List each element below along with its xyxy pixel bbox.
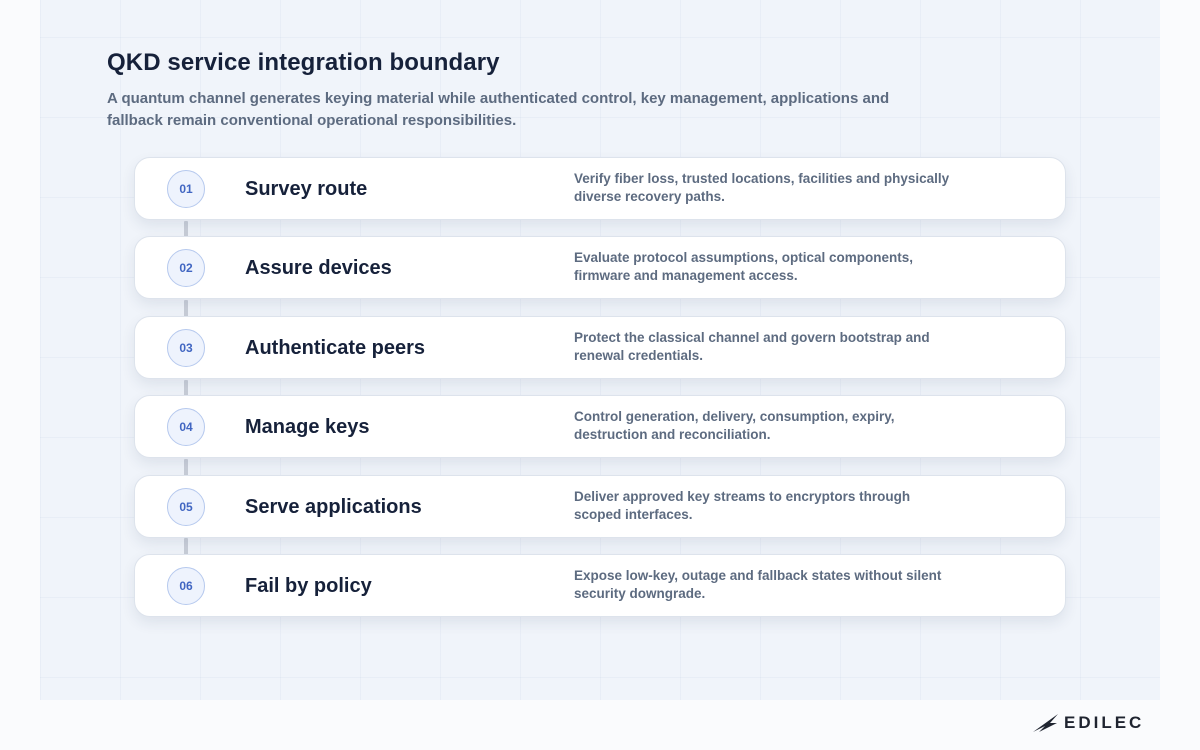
- step-description: Expose low-key, outage and fallback states without silent security downgrade.: [574, 567, 942, 601]
- step-description: Deliver approved key streams to encryptors through scoped interfaces.: [574, 488, 911, 522]
- step-title: Survey route: [245, 178, 368, 200]
- step-number-badge: 06: [167, 567, 205, 605]
- page-title: QKD service integration boundary: [107, 49, 500, 76]
- step-title: Fail by policy: [245, 574, 372, 597]
- edilec-logo-icon: [1032, 712, 1060, 734]
- step-description: Protect the classical channel and govern bootstrap and renewal credentials.: [574, 329, 930, 363]
- brand-name: EDILEC: [1064, 713, 1145, 732]
- step-number-badge: 05: [167, 488, 205, 526]
- step-title: Assure devices: [245, 257, 392, 280]
- step-card-assure-devices: [134, 236, 1066, 299]
- step-title: Authenticate peers: [245, 336, 426, 359]
- step-card-fail-by-policy: [134, 554, 1066, 617]
- step-number-badge: 04: [167, 408, 205, 446]
- step-title: Manage keys: [245, 416, 370, 439]
- brand-logo: [1032, 710, 1156, 736]
- step-number-badge: 03: [167, 329, 205, 367]
- step-card-authenticate-peers: [134, 316, 1066, 379]
- page-subtitle: A quantum channel generates keying material while authenticated control, key management, applications and fallback remain conventional operational responsibilities.: [107, 90, 890, 129]
- step-description: Control generation, delivery, consumption, expiry, destruction and reconciliation.: [574, 409, 895, 443]
- step-description: Verify fiber loss, trusted locations, facilities and physically diverse recovery paths.: [574, 171, 950, 204]
- step-number-badge: 01: [167, 170, 205, 208]
- step-title: Serve applications: [245, 495, 422, 518]
- step-list: [134, 157, 1066, 633]
- step-card-serve-applications: [134, 475, 1066, 538]
- step-card-manage-keys: [134, 395, 1066, 458]
- step-card-survey-route: [134, 157, 1066, 220]
- step-number-badge: 02: [167, 249, 205, 287]
- step-description: Evaluate protocol assumptions, optical components, firmware and management access.: [574, 250, 914, 284]
